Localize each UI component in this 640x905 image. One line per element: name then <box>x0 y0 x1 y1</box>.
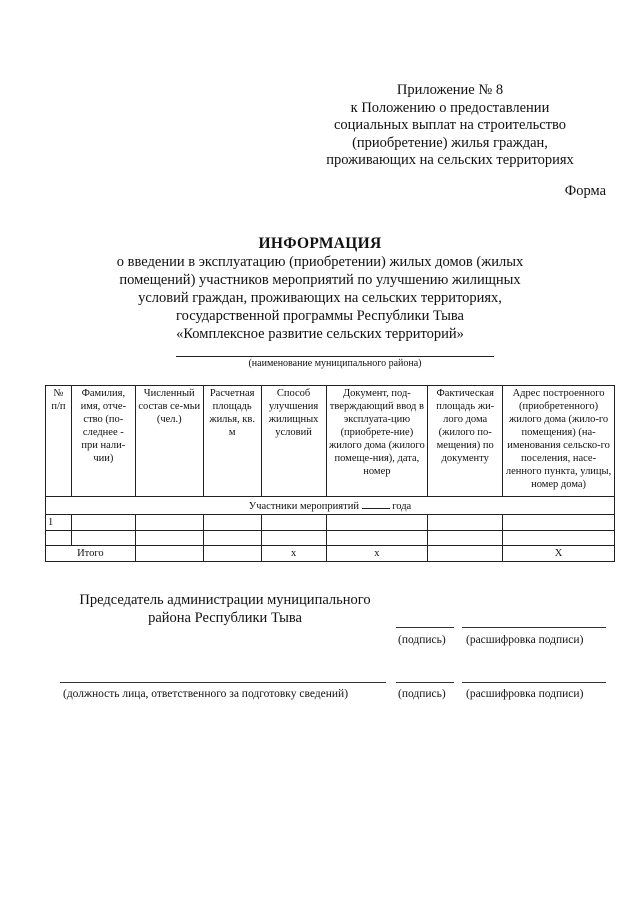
table-cell[interactable] <box>203 531 261 546</box>
participants-label: Участники мероприятий <box>248 501 359 512</box>
responsible-signature-line[interactable] <box>396 682 454 683</box>
subtitle-line: государственной программы Республики Тыва <box>176 308 464 324</box>
chairman-line: района Республики Тыва <box>148 610 302 626</box>
total-label: Итого <box>46 546 136 562</box>
responsible-signature-caption: (подпись) <box>398 688 446 700</box>
table-cell <box>203 546 261 562</box>
municipality-blank-line[interactable] <box>176 356 494 357</box>
form-label: Форма <box>564 183 606 199</box>
total-mark: X <box>503 546 615 562</box>
total-row <box>46 546 615 562</box>
chairman-decoding-line[interactable] <box>462 627 606 628</box>
chairman-line: Председатель администрации муниципального <box>79 592 371 608</box>
table-cell[interactable] <box>428 531 503 546</box>
chairman-title <box>60 591 390 627</box>
chairman-signature-line[interactable] <box>396 627 454 628</box>
table-cell[interactable] <box>46 531 72 546</box>
table-cell[interactable] <box>326 515 428 531</box>
header-calculated-area: Расчетная площадь жилья, кв. м <box>203 386 261 497</box>
header-commissioning-document: Документ, под-тверждающий ввод в эксплуата-цию (приобрете-ние) жилого дома (жилого помеще-ния), дата, номер <box>326 386 428 497</box>
table-cell[interactable] <box>428 515 503 531</box>
table-cell[interactable] <box>71 531 135 546</box>
appendix-line: проживающих на сельских территориях <box>326 152 574 168</box>
header-number: № п/п <box>46 386 72 497</box>
table-cell[interactable] <box>503 515 615 531</box>
document-subtitle <box>80 253 560 343</box>
subtitle-line: о введении в эксплуатацию (приобретении) жилых домов (жилых <box>116 254 524 270</box>
row-number-cell: 1 <box>46 515 72 531</box>
header-improvement-method: Способ улучшения жилищных условий <box>261 386 326 497</box>
subtitle-line: «Комплексное развитие сельских территорий» <box>176 326 464 342</box>
appendix-line: Приложение № 8 <box>396 82 504 98</box>
table-header-row <box>46 386 615 497</box>
municipality-caption: (наименование муниципального района) <box>248 358 422 369</box>
header-actual-area: Фактическая площадь жи-лого дома (жилого по-мещения) по документу <box>428 386 503 497</box>
appendix-line: (приобретение) жилья граждан, <box>352 134 548 151</box>
appendix-line: социальных выплат на строительство <box>333 117 567 133</box>
table-cell[interactable] <box>261 515 326 531</box>
total-mark: x <box>326 546 428 562</box>
appendix-block <box>300 82 600 170</box>
table-cell[interactable] <box>261 531 326 546</box>
chairman-decoding-caption: (расшифровка подписи) <box>466 634 584 646</box>
participants-row <box>46 497 615 515</box>
table-cell <box>428 546 503 562</box>
document-title: ИНФОРМАЦИЯ <box>258 235 382 252</box>
appendix-line: к Положению о предоставлении <box>350 99 550 116</box>
table-cell <box>135 546 203 562</box>
year-blank[interactable] <box>362 498 390 509</box>
table-cell[interactable] <box>203 515 261 531</box>
table-cell[interactable] <box>135 531 203 546</box>
participants-cell <box>46 497 615 515</box>
total-mark: x <box>261 546 326 562</box>
header-address: Адрес построенного (приобретенного) жилого дома (жило-го помещения) (на-именования сельско-го поселения, насе-ленного пункта, улицы, номер дома) <box>503 386 615 497</box>
position-line[interactable] <box>60 682 386 683</box>
info-table <box>45 385 615 562</box>
responsible-decoding-line[interactable] <box>462 682 606 683</box>
table-cell[interactable] <box>326 531 428 546</box>
table-cell[interactable] <box>135 515 203 531</box>
position-caption: (должность лица, ответственного за подготовку сведений) <box>63 688 349 700</box>
table-cell[interactable] <box>503 531 615 546</box>
table-row <box>46 515 615 531</box>
responsible-decoding-caption: (расшифровка подписи) <box>466 688 584 700</box>
chairman-signature-caption: (подпись) <box>398 634 446 646</box>
table-cell[interactable] <box>71 515 135 531</box>
table-row <box>46 531 615 546</box>
subtitle-line: условий граждан, проживающих на сельских территориях, <box>138 290 502 306</box>
participants-year-label: года <box>392 501 412 512</box>
subtitle-line: помещений) участников мероприятий по улучшению жилищных <box>119 272 521 288</box>
header-fullname: Фамилия, имя, отче-ство (по-следнее - при нали-чии) <box>71 386 135 497</box>
header-family-size: Численный состав се-мьи (чел.) <box>135 386 203 497</box>
